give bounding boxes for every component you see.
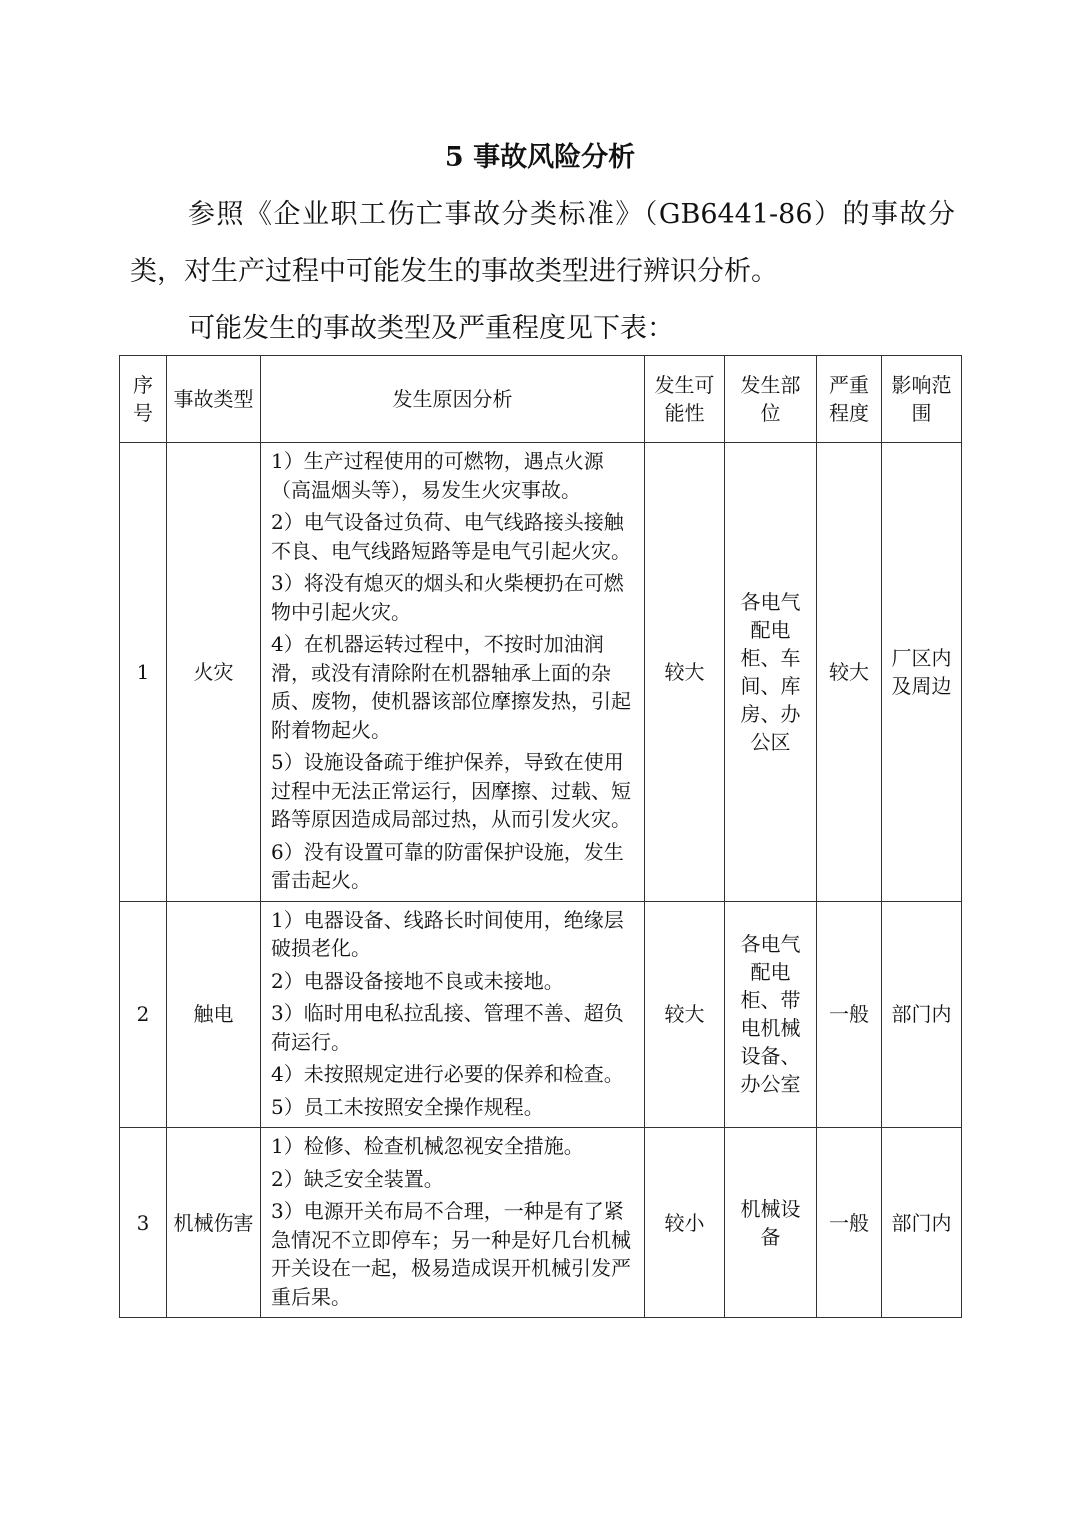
row-type: 触电 xyxy=(167,901,261,1128)
row-type: 火灾 xyxy=(167,443,261,902)
header-no: 序号 xyxy=(120,356,167,443)
cause-item: 1）检修、检查机械忽视安全措施。 xyxy=(271,1134,584,1158)
cause-item: 6）没有设置可靠的防雷保护设施，发生雷击起火。 xyxy=(271,839,624,892)
cause-item: 3）临时用电私拉乱接、管理不善、超负荷运行。 xyxy=(271,1001,624,1054)
accident-risk-table xyxy=(119,355,962,1318)
row-scope: 部门内 xyxy=(882,1128,962,1318)
row-causes xyxy=(261,901,645,1128)
intro-paragraph: 参照《企业职工伤亡事故分类标准》（GB6441-86）的事故分类，对生产过程中可能发生的事故类型进行辨识分析。 xyxy=(130,199,955,287)
cause-item: 2）缺乏安全装置。 xyxy=(271,1166,444,1191)
cause-item: 3）将没有熄灭的烟头和火柴梗扔在可燃物中引起火灾。 xyxy=(271,571,624,624)
header-likelihood: 发生可能性 xyxy=(645,356,725,443)
row-likelihood: 较大 xyxy=(645,901,725,1128)
table-row xyxy=(120,901,962,1128)
cause-item: 1）生产过程使用的可燃物，遇点火源（高温烟头等），易发生火灾事故。 xyxy=(271,449,604,502)
header-scope: 影响范围 xyxy=(882,356,962,443)
row-likelihood: 较小 xyxy=(645,1128,725,1318)
row-severity: 一般 xyxy=(817,901,882,1128)
table-header-row xyxy=(120,356,962,443)
table-row xyxy=(120,1128,962,1318)
row-type: 机械伤害 xyxy=(167,1128,261,1318)
row-likelihood: 较大 xyxy=(645,443,725,902)
row-no: 1 xyxy=(120,443,167,902)
row-scope: 厂区内及周边 xyxy=(882,443,962,902)
cause-item: 1）电器设备、线路长时间使用，绝缘层破损老化。 xyxy=(271,907,624,960)
header-type: 事故类型 xyxy=(167,356,261,443)
row-scope: 部门内 xyxy=(882,901,962,1128)
table-intro-paragraph: 可能发生的事故类型及严重程度见下表： xyxy=(188,313,674,344)
cause-item: 2）电器设备接地不良或未接地。 xyxy=(271,968,564,993)
header-severity: 严重程度 xyxy=(817,356,882,443)
row-no: 3 xyxy=(120,1128,167,1318)
cause-item: 2）电气设备过负荷、电气线路接头接触不良、电气线路短路等是电气引起火灾。 xyxy=(271,510,631,563)
cause-item: 3）电源开关布局不合理，一种是有了紧急情况不立即停车；另一种是好几台机械开关设在一起，极易造成误开机械引发严重后果。 xyxy=(271,1199,631,1309)
cause-item: 5）设施设备疏于维护保养，导致在使用过程中无法正常运行，因摩擦、过载、短路等原因造成局部过热，从而引发火灾。 xyxy=(271,750,631,831)
row-severity: 一般 xyxy=(817,1128,882,1318)
row-causes xyxy=(261,443,645,902)
header-location: 发生部位 xyxy=(725,356,817,443)
row-no: 2 xyxy=(120,901,167,1128)
cause-item: 4）在机器运转过程中，不按时加油润滑，或没有清除附在机器轴承上面的杂质、废物，使机器该部位摩擦发热，引起附着物起火。 xyxy=(271,632,631,742)
row-location: 各电气配电柜、车间、库房、办公区 xyxy=(725,443,817,902)
section-title: 5 事故风险分析 xyxy=(444,142,636,173)
row-severity: 较大 xyxy=(817,443,882,902)
header-cause: 发生原因分析 xyxy=(261,356,645,443)
row-location: 各电气配电柜、带电机械设备、办公室 xyxy=(725,901,817,1128)
row-location: 机械设备 xyxy=(725,1128,817,1318)
cause-item: 5）员工未按照安全操作规程。 xyxy=(271,1094,544,1119)
row-causes xyxy=(261,1128,645,1318)
cause-item: 4）未按照规定进行必要的保养和检查。 xyxy=(271,1062,624,1086)
table-row xyxy=(120,443,962,902)
